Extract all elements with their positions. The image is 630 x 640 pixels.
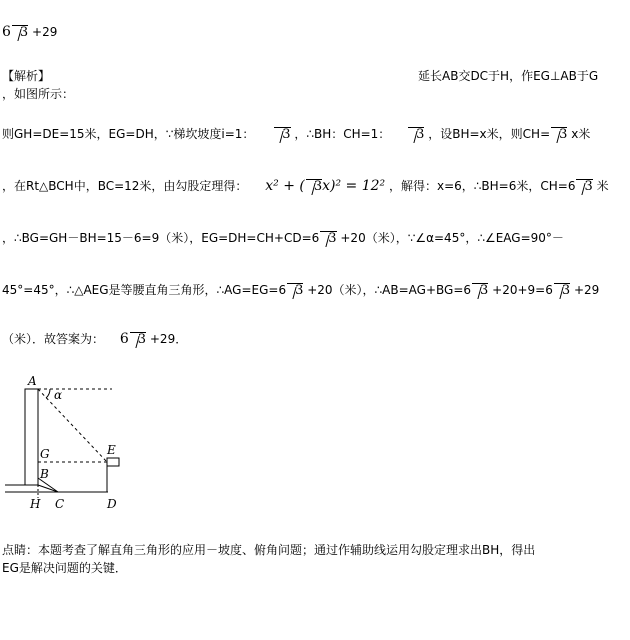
analysis-line-1	[2, 126, 590, 142]
l3-text-b: +20（米），∵∠α=45°，∴∠EAG=90°－	[340, 231, 564, 245]
answer-line	[2, 24, 57, 40]
analysis-intro: 延长AB交DC于H，作EG⊥AB于G	[418, 69, 599, 83]
l2-eq-sqrt: 3	[306, 179, 322, 193]
l3-text-a: ，∴BG=GH－BH=15－6=9（米），EG=DH=CH+CD=6	[2, 231, 320, 245]
l1-text-b: ，∴BH：CH=1：	[294, 127, 391, 141]
l1-text-a: 则GH=DE=15米，EG=DH，∵梯坎坡度i=1：	[2, 127, 255, 141]
label-e: E	[107, 443, 116, 457]
label-h: H	[30, 497, 41, 511]
l4-sqrt-3: 3	[554, 283, 570, 297]
l5-text-b: +29．	[149, 332, 188, 346]
analysis-line-3	[2, 230, 564, 246]
l4-sqrt-2: 3	[472, 283, 488, 297]
l2-sqrt: 3	[576, 179, 592, 193]
answer-coef: 6	[2, 24, 11, 40]
comment-line-2: EG是解决问题的关键．	[2, 561, 127, 575]
analysis-line-5	[2, 331, 187, 347]
comment-line-1: 点睛：本题考查了解直角三角形的应用－坡度、俯角问题；通过作辅助线运用勾股定理求出BH，得出	[2, 543, 536, 557]
l4-text-c: +20+9=6	[492, 283, 553, 297]
l5-sqrt: 3	[130, 332, 146, 346]
label-d: D	[107, 497, 117, 511]
answer-sqrt: 3	[12, 25, 28, 39]
l1-text-d: x米	[571, 127, 591, 141]
label-a: A	[28, 374, 37, 388]
analysis-line-2	[2, 178, 609, 194]
l4-sqrt-1: 3	[287, 283, 303, 297]
e-box	[107, 458, 119, 466]
l4-text-a: 45°=45°，∴△AEG是等腰直角三角形，∴AG=EG=6	[2, 283, 287, 297]
analysis-intro-2: ，如图所示：	[2, 87, 75, 101]
l5-text-a: （米）．故答案为：	[2, 332, 105, 346]
slope-base	[38, 485, 58, 492]
l5-coef: 6	[119, 331, 129, 347]
label-g: G	[40, 447, 50, 461]
label-c: C	[55, 497, 65, 511]
l1-sqrt-3: 3	[551, 127, 567, 141]
l2-eq-part-1: x² + (	[265, 178, 305, 194]
l2-text-b: ，解得：x=6，∴BH=6米，CH=6	[389, 179, 576, 193]
label-alpha: α	[54, 388, 63, 402]
analysis-line-4	[2, 282, 599, 298]
l2-text-c: 米	[596, 179, 609, 193]
geometry-diagram	[0, 372, 170, 522]
label-b: B	[40, 467, 49, 481]
l4-text-d: +29	[573, 283, 600, 297]
l1-sqrt-1: 3	[274, 127, 290, 141]
l3-sqrt: 3	[320, 231, 336, 245]
analysis-heading: 【解析】	[2, 69, 51, 83]
l2-text-a: ，在Rt△BCH中，BC=12米，由勾股定理得：	[2, 179, 248, 193]
l2-eq-part-2: x)² = 12²	[322, 178, 386, 194]
building-shape	[25, 389, 38, 485]
l1-text-c: ，设BH=x米，则CH=	[428, 127, 551, 141]
alpha-arc	[46, 389, 50, 398]
l1-sqrt-2: 3	[408, 127, 424, 141]
l4-text-b: +20（米），∴AB=AG+BG=6	[307, 283, 472, 297]
answer-tail: +29	[32, 25, 58, 39]
